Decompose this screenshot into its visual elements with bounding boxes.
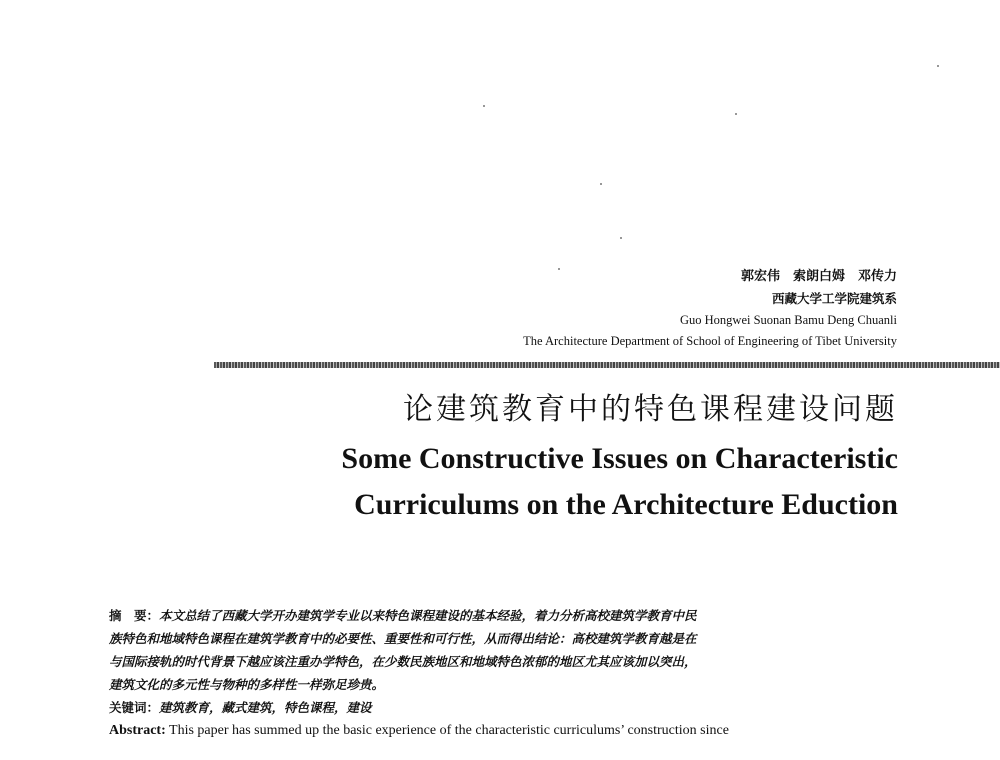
author-affiliation-en: The Architecture Department of School of Engineering of Tibet University bbox=[523, 334, 897, 348]
abstract-en-label: Abstract: bbox=[109, 723, 166, 738]
title-english bbox=[341, 436, 898, 528]
abstract-section bbox=[109, 604, 909, 743]
abstract-cn-line: 族特色和地域特色课程在建筑学教育中的必要性、重要性和可行性，从而得出结论：高校建筑学教育越是在 bbox=[109, 631, 697, 646]
author-names-en: Guo Hongwei Suonan Bamu Deng Chuanli bbox=[680, 313, 897, 327]
title-english-line-2: Curriculums on the Architecture Eduction bbox=[354, 488, 898, 521]
author-affiliation-cn: 西藏大学工学院建筑系 bbox=[771, 291, 897, 306]
abstract-cn-line: 建筑文化的多元性与物种的多样性一样弥足珍贵。 bbox=[109, 677, 385, 692]
keywords-cn-line bbox=[109, 696, 909, 719]
scan-speck bbox=[735, 113, 737, 115]
scan-speck bbox=[483, 105, 485, 107]
scan-speck bbox=[600, 183, 602, 185]
header-rule bbox=[214, 362, 1000, 368]
scan-speck bbox=[620, 237, 622, 239]
abstract-en-line bbox=[109, 719, 909, 743]
abstract-cn-text: 本文总结了西藏大学开办建筑学专业以来特色课程建设的基本经验，着力分析高校建筑学教育中民 bbox=[159, 608, 697, 623]
abstract-en-text: This paper has summed up the basic experience of the characteristic curriculums’ construction since bbox=[165, 723, 729, 738]
keywords-cn-text: 建筑教育，藏式建筑，特色课程，建设 bbox=[159, 700, 372, 715]
title-english-line-1: Some Constructive Issues on Characteristic bbox=[341, 442, 898, 475]
author-block bbox=[523, 266, 897, 352]
abstract-cn-line: 与国际接轨的时代背景下越应该注重办学特色，在少数民族地区和地域特色浓郁的地区尤其应该加以突出， bbox=[109, 654, 697, 669]
keywords-cn-label: 关键词： bbox=[109, 700, 160, 715]
author-names-cn: 郭宏伟 索朗白姆 邓传力 bbox=[740, 269, 897, 284]
title-chinese: 论建筑教育中的特色课程建设问题 bbox=[403, 392, 898, 427]
abstract-cn-line bbox=[109, 604, 909, 627]
scan-speck bbox=[937, 65, 939, 67]
abstract-cn-label: 摘 要： bbox=[109, 608, 160, 623]
